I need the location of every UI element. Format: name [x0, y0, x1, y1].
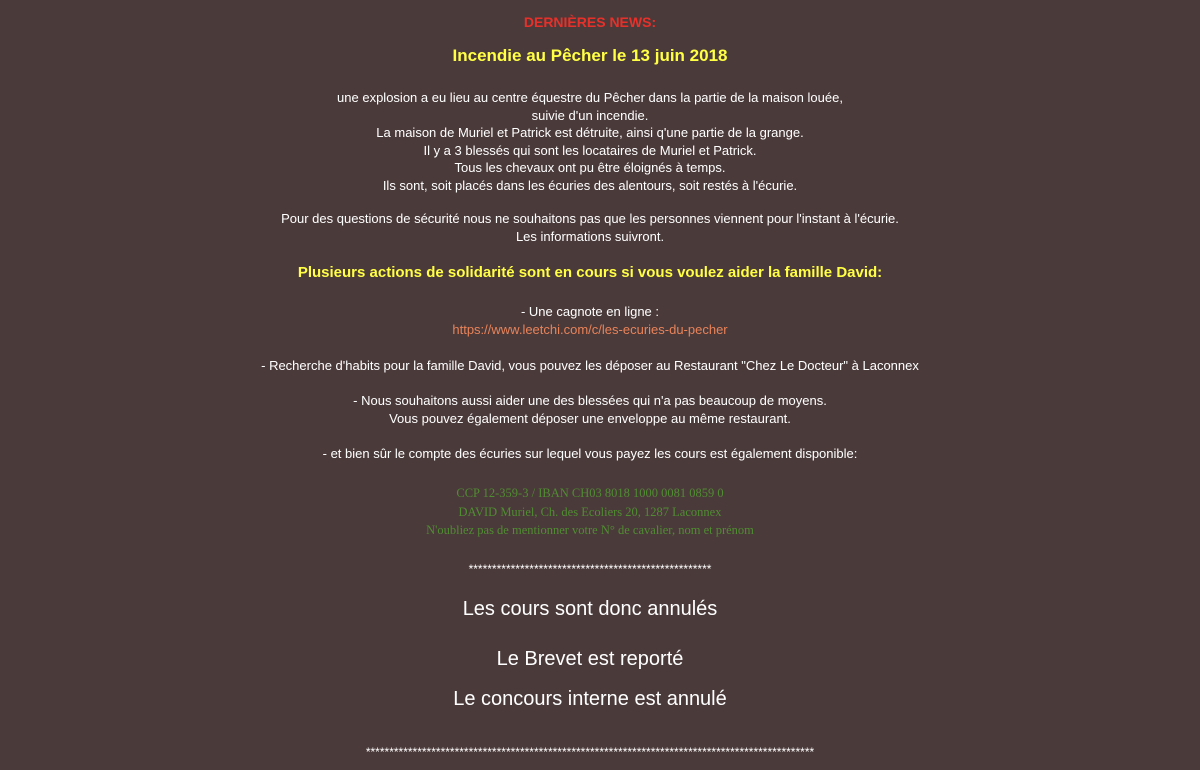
- separator: ****************************************************: [468, 562, 712, 576]
- account-paragraph: - et bien sûr le compte des écuries sur lequel vous payez les cours est également disponible:: [322, 446, 858, 461]
- intro-line: suivie d'un incendie.: [531, 107, 649, 123]
- announcement-contest-cancelled: Le concours interne est annulé: [453, 688, 727, 710]
- bank-line: N'oubliez pas de mentionner votre N° de cavalier, nom et prénom: [426, 523, 754, 537]
- injured-line: Vous pouvez également déposer une enveloppe au même restaurant.: [389, 410, 791, 426]
- announcement-courses-cancelled: Les cours sont donc annulés: [462, 598, 718, 620]
- security-paragraph: [0, 210, 1180, 245]
- news-heading: DERNIÈRES NEWS:: [523, 14, 657, 30]
- injured-paragraph: [0, 392, 1180, 427]
- security-line: Les informations suivront.: [515, 228, 665, 244]
- bank-details: [0, 484, 1180, 540]
- bank-line: CCP 12-359-3 / IBAN CH03 8018 1000 0081 0859 0: [456, 486, 724, 500]
- separator: ************************************************************************************************: [365, 745, 815, 759]
- intro-line: La maison de Muriel et Patrick est détruite, ainsi q'une partie de la grange.: [376, 125, 804, 140]
- headline: Incendie au Pêcher le 13 juin 2018: [452, 46, 728, 65]
- intro-line: Il y a 3 blessés qui sont les locataires de Muriel et Patrick.: [423, 142, 757, 158]
- injured-line: - Nous souhaitons aussi aider une des blessées qui n'a pas beaucoup de moyens.: [353, 393, 827, 408]
- intro-line: Ils sont, soit placés dans les écuries des alentours, soit restés à l'écurie.: [382, 177, 798, 193]
- clothes-paragraph: - Recherche d'habits pour la famille David, vous pouvez les déposer au Restaurant "Chez Le Docteur" à Laconnex: [261, 358, 919, 373]
- announcement-brevet-postponed: Le Brevet est reporté: [496, 648, 684, 670]
- solidarity-heading: Plusieurs actions de solidarité sont en cours si vous voulez aider la famille David:: [297, 264, 883, 281]
- intro-line: une explosion a eu lieu au centre équestre du Pêcher dans la partie de la maison louée,: [337, 90, 843, 105]
- security-line: Pour des questions de sécurité nous ne souhaitons pas que les personnes viennent pour l'instant à l'écurie.: [281, 211, 899, 226]
- cagnotte-label: - Une cagnote en ligne :: [520, 304, 660, 319]
- cagnotte-link[interactable]: https://www.leetchi.com/c/les-ecuries-du-pecher: [452, 321, 728, 337]
- intro-paragraph: [0, 89, 1180, 194]
- intro-line: Tous les chevaux ont pu être éloignés à temps.: [454, 160, 726, 175]
- bank-line: DAVID Muriel, Ch. des Ecoliers 20, 1287 Laconnex: [458, 504, 722, 519]
- cagnotte-block: [0, 303, 1180, 338]
